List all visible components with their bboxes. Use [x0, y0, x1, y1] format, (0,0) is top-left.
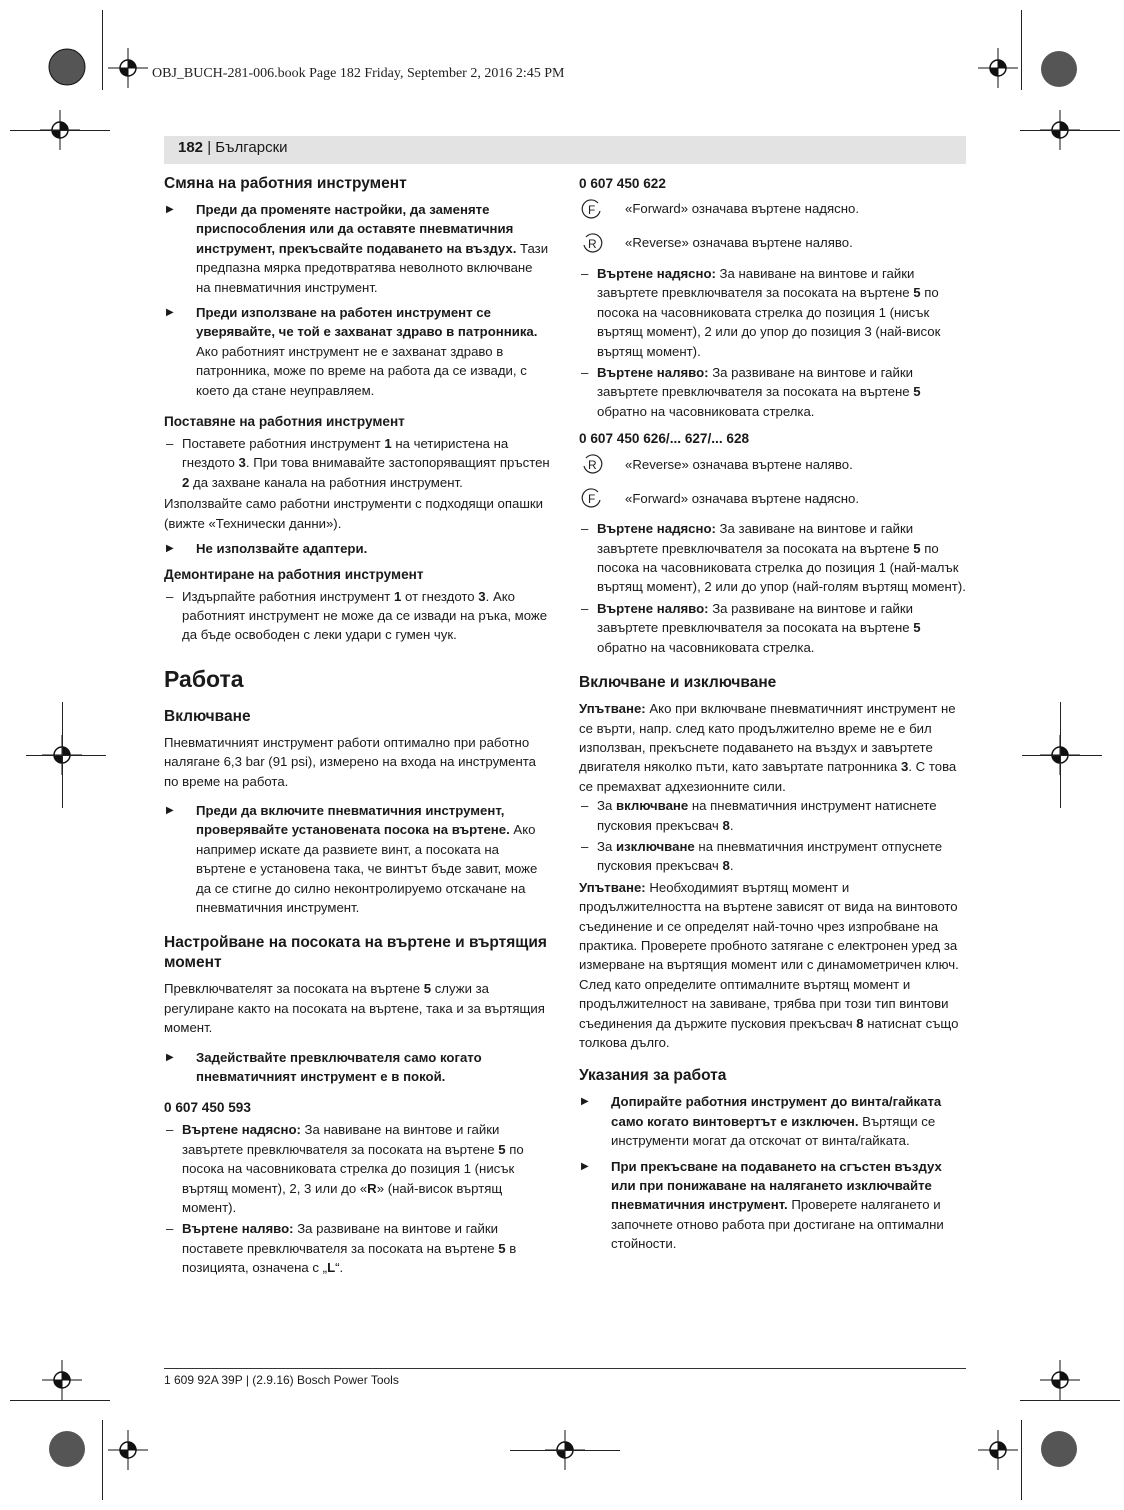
note-paragraph: Упътване: Ако при включване пневматичният инструмент не се върти, напр. след като продължително време не е бил използван, прекъснете подаването на въздух и завъртете двигателя няколко пъти, като завъртате патронника 3. С това се премахват адхезионните сили. [579, 701, 957, 794]
crosshair-mark-icon [108, 48, 148, 88]
symbol-row [579, 451, 967, 477]
registration-target-icon [48, 1430, 88, 1470]
warning-bullet: ▶ Преди да променяте настройки, да заменяте приспособления или да оставяте пневматичния инструмент, прекъсвайте подаването на въздух. Тази предпазна мярка предотвратява неволното включване на пневматичния инструмент. [164, 200, 550, 297]
step-item: – Издърпайте работния инструмент 1 от гнездото 3. Ако работният инструмент не може да се извади на ръка, може да бъде освободен с леки удари с гумен чук. [164, 587, 550, 645]
subsection-heading: Демонтиране на работния инструмент [164, 566, 424, 582]
symbol-description: «Forward» означава въртене надясно. [625, 201, 860, 217]
warning-bullet: ▶ Не използвайте адаптери. [164, 539, 550, 558]
step-item: – Поставете работния инструмент 1 на четиристена на гнездото 3. При това внимавайте застопоряващият пръстен 2 да захване канала на работния инструмент. [164, 434, 550, 492]
crosshair-mark-icon [978, 48, 1018, 88]
left-column [164, 174, 550, 1280]
chapter-heading: Работа [164, 665, 244, 692]
registration-target-icon [1040, 50, 1080, 90]
note-paragraph: Упътване: Необходимият въртящ момент и продължителността на въртене зависят от вида на винтовото съединение и се определят най-точно чрез изпробване на практика. Проверете пробното затягане с електронен уред за измерване на въртящия момент или с динамометричен ключ. След като определите оптималните въртящ момент и продължителност на завиване, трябва при този тип винтови съединения да държите пусковия прекъсвач 8 натиснат също толкова дълго. [579, 879, 959, 1050]
right-column [579, 174, 967, 1260]
page-footer: 1 609 92A 39P | (2.9.16) Bosch Power Tools [164, 1373, 399, 1387]
symbol-description: «Reverse» означава въртене наляво. [625, 235, 853, 251]
svg-text:R: R [588, 458, 597, 473]
registration-target-icon [1040, 1430, 1080, 1470]
body-paragraph: Пневматичният инструмент работи оптимално при работно налягане 6,3 bar (91 psi), измерено на входа на инструмента по време на работа. [164, 734, 536, 789]
page-header [178, 139, 288, 156]
symbol-row [579, 230, 967, 256]
model-heading: 0 607 450 622 [579, 176, 666, 191]
header-language: Български [215, 139, 288, 156]
crosshair-mark-icon [978, 1430, 1018, 1470]
header-separator: | [203, 139, 216, 156]
forward-circle-f-icon [581, 198, 603, 220]
step-item: – За изключване на пневматичния инструмент отпуснете пусковия прекъсвач 8. [579, 837, 967, 876]
forward-circle-f-icon [581, 487, 603, 509]
step-item: – За включване на пневматичния инструмент натиснете пусковия прекъсвач 8. [579, 796, 967, 835]
page-number: 182 [178, 139, 204, 156]
reverse-circle-r-icon [581, 232, 603, 254]
reverse-circle-r-icon [581, 453, 603, 475]
model-heading: 0 607 450 593 [164, 1100, 251, 1116]
section-heading: Настройване на посоката на въртене и въртящия момент [164, 934, 547, 972]
body-paragraph: Превключвателят за посоката на въртене 5 служи за регулиране както на посоката на въртене, така и за въртящия момент. [164, 981, 545, 1036]
crosshair-mark-icon [108, 1430, 148, 1470]
model-heading: 0 607 450 626/... 627/... 628 [579, 431, 750, 447]
symbol-description: «Forward» означава въртене надясно. [625, 490, 860, 506]
body-paragraph: Използвайте само работни инструменти с подходящи опашки (вижте «Технически данни»). [164, 496, 544, 531]
step-item: – Въртене наляво: За развиване на винтове и гайки завъртете превключвателя за посоката на въртене 5 обратно на часовниковата стрелка. [579, 363, 967, 421]
section-heading: Смяна на работния инструмент [164, 175, 407, 192]
symbol-row [579, 485, 967, 511]
svg-text:F: F [588, 203, 596, 217]
step-item: – Въртене надясно: За завиване на винтове и гайки завъртете превключвателя за посоката на въртене 5 по посока на часовниковата стрелка до позиция 1 (най-малък въртящ момент), 2 или до упор (най-голям въртящ момент). [579, 519, 967, 597]
warning-bullet: ▶ Допирайте работния инструмент до винта/гайката само когато винтовертът е изключен. Въртящи се инструменти могат да отскочат от винта/гайката. [579, 1092, 967, 1150]
step-item: – Въртене надясно: За навиване на винтове и гайки завъртете превключвателя за посоката на въртене 5 по посока на часовниковата стрелка до позиция 1 (нисък въртящ момент), 2, 3 или до «R» (най-висок въртящ момент). [164, 1120, 550, 1217]
step-item: – Въртене наляво: За развиване на винтове и гайки завъртете превключвателя за посоката на въртене 5 обратно на часовниковата стрелка. [579, 599, 967, 657]
warning-bullet: ▶ Преди използване на работен инструмент се уверявайте, че той е захванат здраво в патронника. Ако работният инструмент не е захванат здраво в патронника, може по време на работа да се извади, с което да стане неуправляем. [164, 303, 550, 400]
subsection-heading: Поставяне на работния инструмент [164, 414, 405, 430]
footer-rule [164, 1368, 966, 1369]
warning-bullet: ▶ Задействайте превключвателя само когато пневматичният инструмент е в покой. [164, 1048, 550, 1087]
crosshair-mark-icon [1040, 1360, 1080, 1400]
symbol-row [579, 196, 967, 222]
crosshair-mark-icon [42, 1360, 82, 1400]
svg-text:R: R [588, 237, 597, 251]
step-item: – Въртене наляво: За развиване на винтове и гайки поставете превключвателя за посоката на въртене 5 в позицията, означена с „L“. [164, 1219, 550, 1277]
print-slug: OBJ_BUCH-281-006.book Page 182 Friday, September 2, 2016 2:45 PM [152, 66, 565, 81]
symbol-description: «Reverse» означава въртене наляво. [625, 456, 853, 472]
warning-bullet: ▶ Преди да включите пневматичния инструмент, проверявайте установената посока на въртене. Ако например искате да развиете винт, а посоката на въртене е установена така, че винтът бъде завит, може да се стигне до силно неконтролируемо отскачане на пневматичния инструмент. [164, 801, 550, 917]
svg-text:F: F [588, 492, 596, 507]
section-heading: Включване и изключване [579, 674, 777, 692]
step-item: – Въртене надясно: За навиване на винтове и гайки завъртете превключвателя за посоката на въртене 5 по посока на часовниковата стрелка до позиция 1 (нисък въртящ момент), 2 или до упор до позиция 3 (най-висок въртящ момент). [579, 264, 967, 361]
section-heading: Включване [164, 707, 251, 725]
section-heading: Указания за работа [579, 1067, 727, 1085]
warning-bullet: ▶ При прекъсване на подаването на сгъстен въздух или при понижаване на налягането изключвайте пневматичния инструмент. Проверете налягането и започнете отново работа при достигане на оптимални стойности. [579, 1157, 967, 1254]
